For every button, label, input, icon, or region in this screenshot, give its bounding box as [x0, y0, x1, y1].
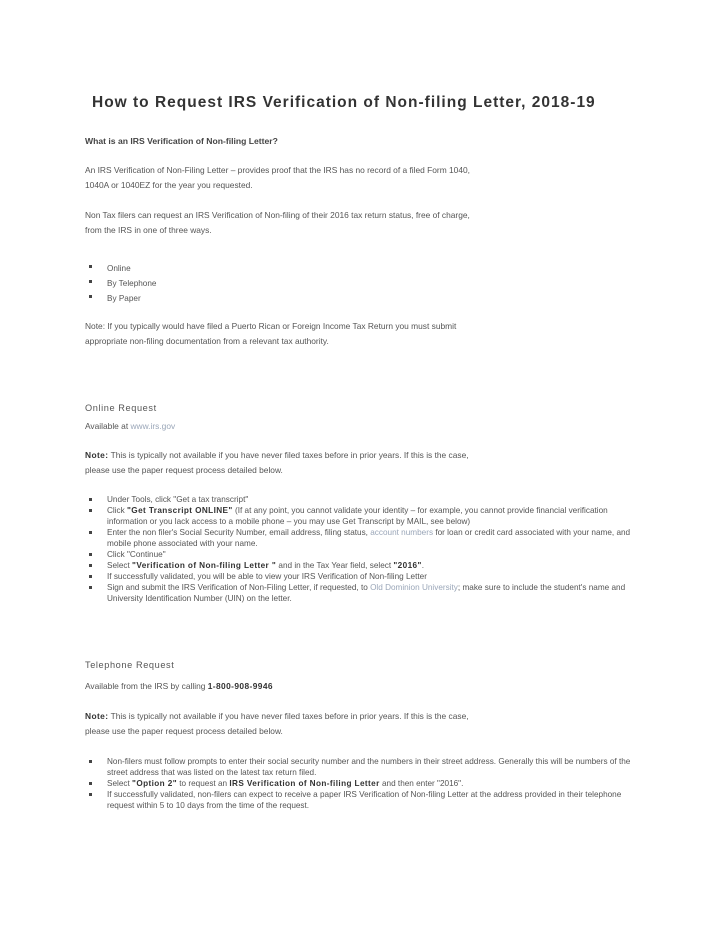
telephone-note	[85, 709, 635, 739]
ways-paragraph	[85, 208, 635, 238]
note-pr-line-2: appropriate non-filing documentation from a relevant tax authority.	[85, 336, 329, 346]
online-step	[85, 582, 635, 604]
old-dominion-university-link[interactable]: Old Dominion University	[370, 583, 458, 592]
online-step	[85, 527, 635, 549]
step-bold: IRS Verification of Non-filing Letter	[229, 779, 380, 788]
intro-line-1: An IRS Verification of Non-Filing Letter – provides proof that the IRS has no record of a filed Form 1040,	[85, 165, 470, 175]
online-step	[85, 560, 635, 571]
ways-item-online[interactable]	[85, 261, 635, 276]
online-note-line-2: please use the paper request process detailed below.	[85, 465, 283, 475]
online-step	[85, 549, 635, 560]
step-text: to request an	[177, 779, 230, 788]
ways-line-1: Non Tax filers can request an IRS Verification of Non-filing of their 2016 tax return status, free of charge,	[85, 210, 470, 220]
step-text: Click	[107, 506, 128, 515]
telephone-step	[85, 778, 635, 789]
section-heading-what-is: What is an IRS Verification of Non-filing Letter?	[85, 136, 278, 146]
step-text: Under Tools, click "Get a tax transcript"	[107, 495, 249, 504]
telephone-note-line-1: This is typically not available if you have never filed taxes before in prior years. If this is the case,	[108, 711, 469, 721]
online-available-prefix: Available at	[85, 421, 131, 431]
step-bold: "Option 2"	[132, 779, 177, 788]
online-request-heading: Online Request	[85, 403, 157, 413]
step-text: Non-filers must follow prompts to enter their social security number and the numbers in their street address. Generally this will be numbers of the street address that was listed on the latest tax return filed.	[107, 757, 631, 777]
note-puerto-rico	[85, 319, 635, 349]
online-note	[85, 448, 635, 478]
step-text: for loan or credit card associated with your name, and mobile phone associated with your name.	[107, 528, 631, 548]
account-numbers-link[interactable]: account numbers	[370, 528, 434, 537]
step-text: Select	[107, 779, 133, 788]
telephone-steps-list	[85, 756, 635, 811]
online-note-label: Note:	[85, 450, 109, 460]
step-bold: "2016"	[393, 561, 422, 570]
intro-paragraph	[85, 163, 635, 193]
step-text: ; make sure to include the student's name and University Identification Number (UIN) on the letter.	[107, 583, 626, 603]
telephone-step	[85, 756, 635, 778]
online-available-line	[85, 421, 175, 431]
ways-link-online[interactable]: Online	[107, 264, 131, 273]
telephone-note-line-2: please use the paper request process detailed below.	[85, 726, 283, 736]
page-title: How to Request IRS Verification of Non-filing Letter, 2018-19	[92, 94, 596, 111]
ways-link-telephone[interactable]: By Telephone	[107, 279, 157, 288]
step-bold: "Verification of Non-filing Letter "	[132, 561, 277, 570]
step-text: If successfully validated, you will be able to view your IRS Verification of Non-filing Letter	[107, 572, 427, 581]
telephone-available-line	[85, 681, 273, 691]
telephone-step	[85, 789, 635, 811]
irs-website-link[interactable]: www.irs.gov	[130, 421, 176, 431]
online-step	[85, 494, 635, 505]
note-pr-line-1: Note: If you typically would have filed a Puerto Rican or Foreign Income Tax Return you must submit	[85, 321, 457, 331]
ways-item-paper[interactable]	[85, 291, 635, 306]
telephone-note-label: Note:	[85, 711, 109, 721]
ways-link-paper[interactable]: By Paper	[107, 294, 141, 303]
step-text: Sign and submit the IRS Verification of Non-Filing Letter, if requested, to	[107, 583, 371, 592]
online-step	[85, 505, 635, 527]
step-text: Select	[107, 561, 133, 570]
step-text: If successfully validated, non-filers can expect to receive a paper IRS Verification of Non-filing Letter at the address provided in their telephone request within 5 to 10 days from the time of the request.	[107, 790, 622, 810]
step-text: (If at any point, you cannot validate your identity – for example, you cannot provide financial verification information or you lack access to a mobile phone – you may use Get Transcript by MAIL, see below)	[107, 506, 608, 526]
step-text: Enter the non filer's Social Security Number, email address, filing status,	[107, 528, 371, 537]
step-text: .	[421, 561, 425, 570]
online-step	[85, 571, 635, 582]
online-steps-list	[85, 494, 635, 604]
telephone-request-heading: Telephone Request	[85, 660, 175, 670]
step-text: and in the Tax Year field, select	[276, 561, 394, 570]
ways-list	[85, 261, 635, 306]
step-text: Click "Continue"	[107, 550, 166, 559]
irs-phone-number: 1-800-908-9946	[207, 681, 273, 691]
ways-line-2: from the IRS in one of three ways.	[85, 225, 212, 235]
intro-line-2: 1040A or 1040EZ for the year you requested.	[85, 180, 253, 190]
step-text: and then enter "2016".	[379, 779, 464, 788]
online-note-line-1: This is typically not available if you have never filed taxes before in prior years. If this is the case,	[108, 450, 469, 460]
ways-item-telephone[interactable]	[85, 276, 635, 291]
telephone-available-prefix: Available from the IRS by calling	[85, 681, 208, 691]
step-bold: "Get Transcript ONLINE"	[127, 506, 233, 515]
